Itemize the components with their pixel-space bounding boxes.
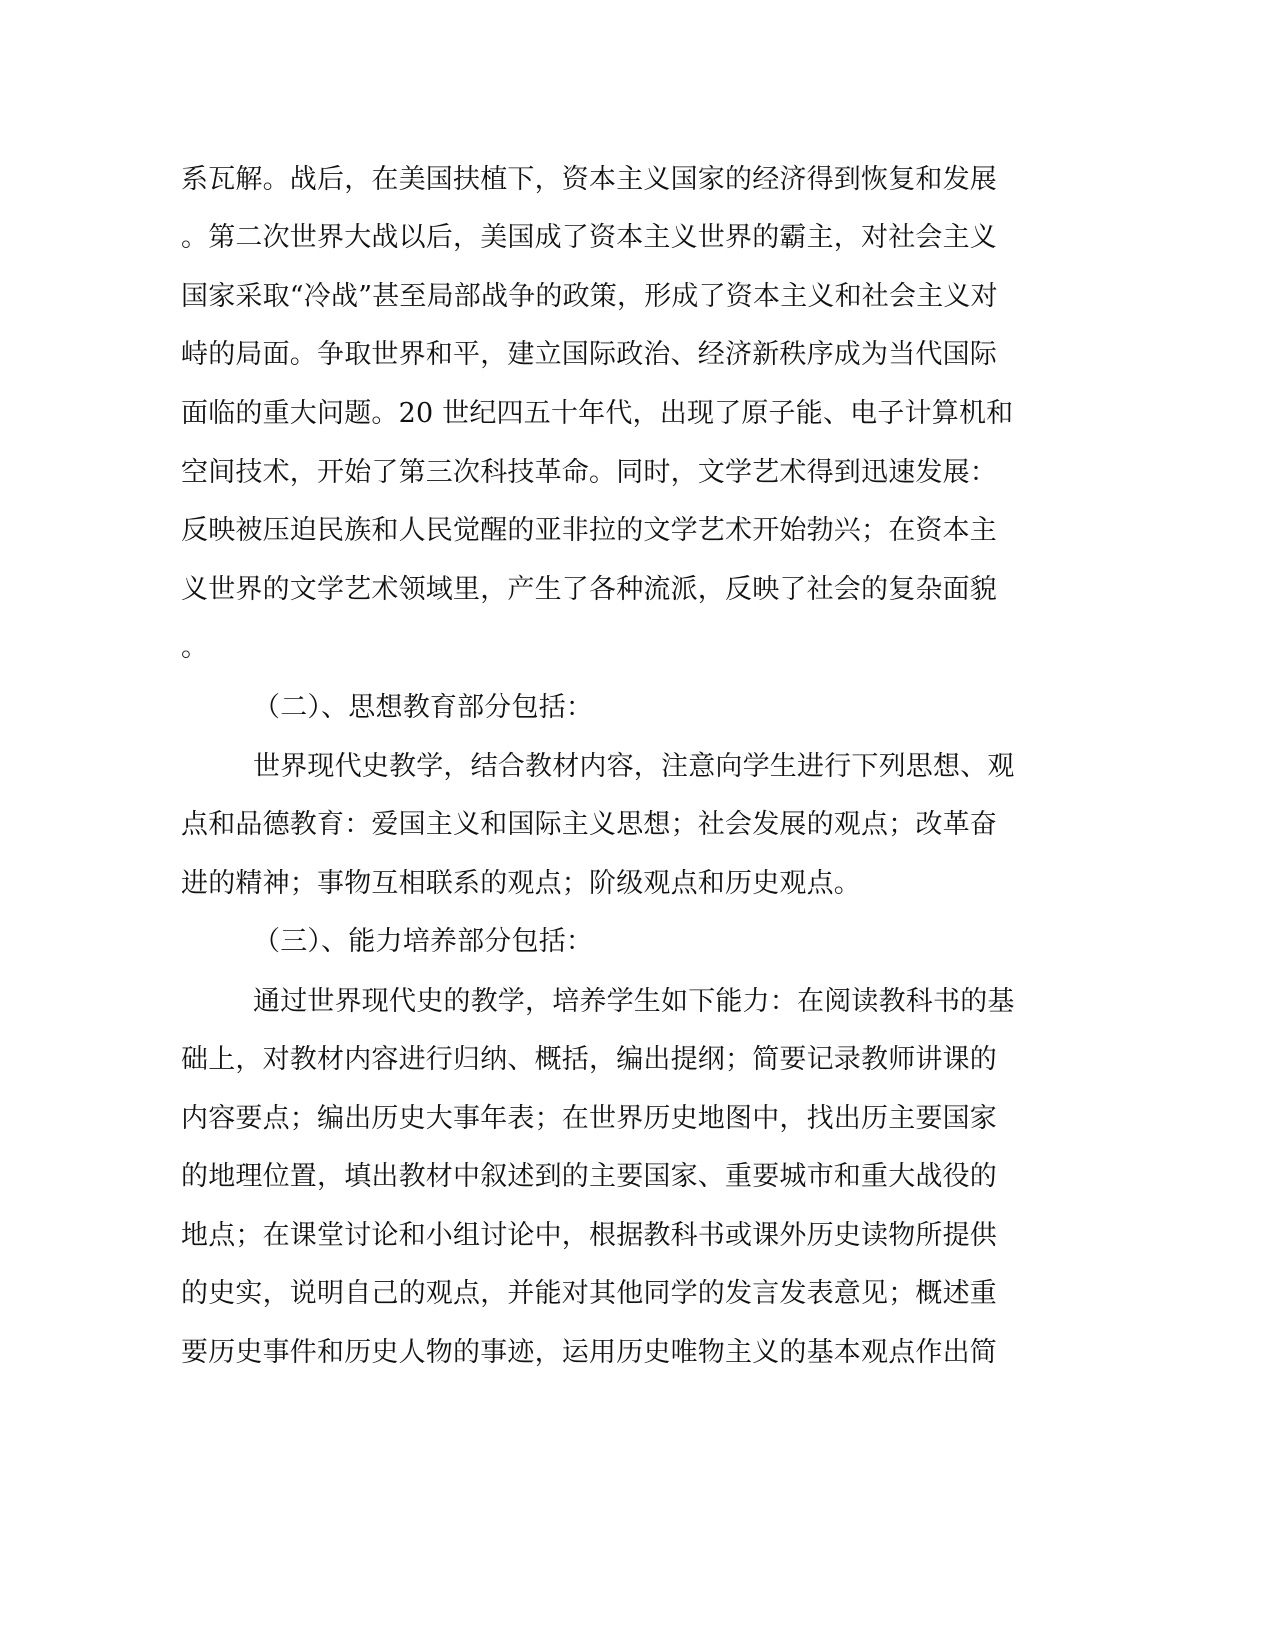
body-text-line: 要历史事件和历史人物的事迹，运用历史唯物主义的基本观点作出简 [181,1337,997,1368]
body-text-line: 。第二次世界大战以后，美国成了资本主义世界的霸主，对社会主义 [181,222,997,253]
body-text-line: 。 [181,632,209,663]
body-text-line: 反映被压迫民族和人民觉醒的亚非拉的文学艺术开始勃兴；在资本主 [181,515,997,546]
body-text-line: 系瓦解。战后，在美国扶植下，资本主义国家的经济得到恢复和发展 [181,164,997,195]
body-text-line: 的史实，说明自己的观点，并能对其他同学的发言发表意见；概述重 [181,1278,997,1309]
body-text-line: 义世界的文学艺术领域里，产生了各种流派，反映了社会的复杂面貌 [181,574,997,605]
body-text-line: 国家采取“冷战”甚至局部战争的政策，形成了资本主义和社会主义对 [181,281,998,312]
body-text-line: 的地理位置，填出教材中叙述到的主要国家、重要城市和重大战役的 [181,1161,997,1192]
body-text-line: 点和品德教育：爱国主义和国际主义思想；社会发展的观点；改革奋 [181,809,997,840]
body-text-line: 面临的重大问题。20 世纪四五十年代，出现了原子能、电子计算机和 [181,398,1014,429]
body-text-line: 进的精神；事物互相联系的观点；阶级观点和历史观点。 [181,868,861,899]
paragraph-first-line: 世界现代史教学，结合教材内容，注意向学生进行下列思想、观 [253,751,1015,782]
body-text-line: 础上，对教材内容进行归纳、概括，编出提纲；简要记录教师讲课的 [181,1044,997,1075]
body-text-line: 内容要点；编出历史大事年表；在世界历史地图中，找出历主要国家 [181,1103,997,1134]
section-heading-ideology: （二）、思想教育部分包括： [253,692,594,723]
body-text-line: 地点；在课堂讨论和小组讨论中，根据教科书或课外历史读物所提供 [181,1220,997,1251]
section-heading-ability: （三）、能力培养部分包括： [253,926,594,957]
paragraph-first-line: 通过世界现代史的教学，培养学生如下能力：在阅读教科书的基 [253,986,1015,1017]
body-text-line: 空间技术，开始了第三次科技革命。同时，文学艺术得到迅速发展： [181,457,997,488]
body-text-line: 峙的局面。争取世界和平，建立国际政治、经济新秩序成为当代国际 [181,339,997,370]
